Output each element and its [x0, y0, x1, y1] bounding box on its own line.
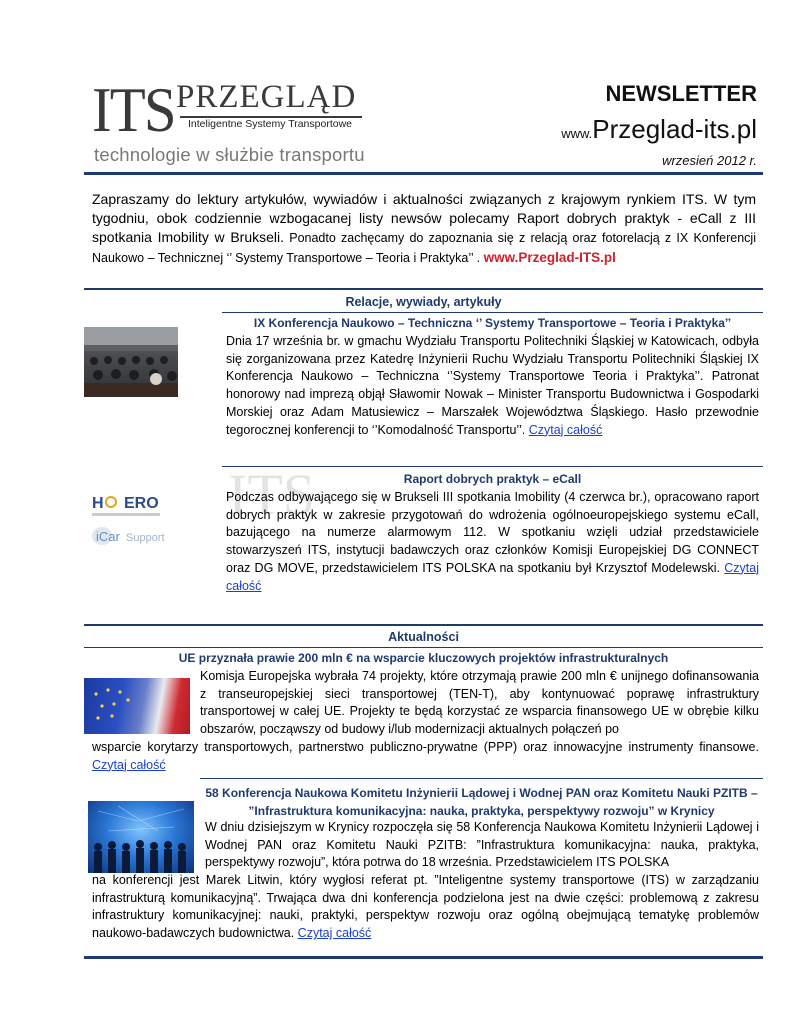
article-title[interactable]: IX Konferencja Naukowo – Techniczna ‘’ Systemy Transportowe – Teoria i Praktyka’’ [253, 316, 732, 330]
article-body [226, 333, 759, 439]
site-domain: Przeglad-its.pl [592, 114, 757, 144]
svg-text:Support: Support [126, 532, 165, 544]
intro-site-link[interactable]: www.Przeglad-ITS.pl [483, 250, 616, 265]
svg-text:iCar: iCar [96, 529, 120, 544]
issue-date: wrzesień 2012 r. [662, 153, 757, 168]
read-more-link[interactable]: Czytaj całość [297, 926, 372, 941]
intro-paragraph [92, 190, 756, 268]
site-prefix: www. [561, 126, 593, 141]
logo-tagline: technologie w służbie transportu [94, 144, 365, 165]
article-body [92, 739, 759, 774]
article-body-wrap: W dniu dzisiejszym w Krynicy rozpoczęła się 58 Konferencja Naukowa Komitetu Inżynierii Lądowej i Wodnej PAN oraz Komitetu Nauki PZITB: ”Infrastruktura komunikacyjna: nauka, praktyka, perspektywy rozwoju”, która potrwa do 18 września. Przedstawicielem ITS POLSKA [205, 820, 759, 870]
article-body-wrap: Komisja Europejska wybrała 74 projekty, które otrzymają prawie 200 mln € unijnego dofinansowania z transeuropejskiej sieci transportowej (TEN-T), aby kontynuować poprawę infrastruktury transportowej w całej UE. Projekty te będą korzystać ze wsparcia finansowego UE w obrębie kilku obszarów, począwszy od budowy i/lub modernizacji aktualnych połączeń po [200, 669, 759, 737]
logo-subtitle: Inteligentne Systemy Transportowe [188, 118, 353, 130]
newsletter-title: NEWSLETTER [605, 81, 757, 106]
section2-divider [84, 624, 763, 626]
read-more-link[interactable]: Czytaj całość [226, 560, 759, 593]
conference-photo [84, 327, 178, 397]
site-name[interactable] [561, 114, 757, 145]
section2-title: Aktualności [388, 630, 459, 644]
article-body [92, 872, 759, 943]
logo-its-text: ITS [92, 74, 175, 145]
intro-text: Zapraszamy do lektury artykułów, wywiadów i aktualności związanych z krajowym rynkiem ITS. W tym tygodniu, obok codziennie wzbogacanej listy newsów polecamy Raport dobrych praktyk - eCall z III spotkania Imobility w Brukseli. [92, 191, 756, 245]
section2-subdivider [84, 647, 763, 648]
article-body [226, 489, 759, 595]
article-title[interactable]: Raport dobrych praktyk – eCall [403, 472, 582, 486]
section1-subdivider [222, 312, 763, 313]
section1-divider [84, 288, 763, 290]
footer-divider [84, 956, 763, 959]
read-more-link[interactable]: Czytaj całość [92, 757, 166, 772]
heero-icar-logos [90, 486, 190, 552]
article-text: Podczas odbywającego się w Brukseli III spotkania Imobility (4 czerwca br.), opracowano raport dobrych praktyk w zakresie przygotowań do wdrożenia ogólnoeuropejskiego systemu eCall, bazującego na numerze alarmowym 112. W spotkaniu wzięli udział przedstawiciele stowarzyszeń ITS, instytucji badawczych oraz członków Komisji Europejskiej DG CONNECT oraz DG MOVE, przedstawicielem ITS POLSKA na spotkaniu był Krzysztof Modelewski. [226, 490, 759, 575]
network-people-photo [88, 801, 194, 873]
header-divider [84, 172, 763, 175]
article-title[interactable]: UE przyznała prawie 200 mln € na wsparcie kluczowych projektów infrastrukturalnych [178, 651, 669, 665]
its-logo [92, 74, 372, 170]
article-text: Dnia 17 września br. w gmachu Wydziału Transportu Politechniki Śląskiej w Katowicach, odbyła się zorganizowana przez Katedrę Inżynierii Ruchu Wydziału Transportu Politechniki Śląskiej IX Konferencja Naukowo – Techniczna ‘’Systemy Transportowe Teoria i Praktyka’’. Patronat honorowy nad imprezą objął Sławomir Nowak – Minister Transportu Budownictwa i Gospodarki Morskiej oraz Adam Matusiewicz – Marszałek Województwa Śląskiego. Hasło przewodnie tegorocznej konferencji to ‘’Komodalność Transportu’’. [226, 334, 759, 437]
article-divider [200, 778, 763, 779]
eu-flag-photo [84, 678, 190, 734]
article-title[interactable]: 58 Konferencja Naukowa Komitetu Inżynierii Lądowej i Wodnej PAN oraz Komitetu Nauki PZITB – ”Infrastruktura komunikacyjna: nauka, praktyka, perspektywy rozwoju” w Krynicy [205, 786, 758, 818]
svg-text:ERO: ERO [124, 495, 159, 512]
article-text: wsparcie korytarzy transportowych, partnerstwo publiczno-prywatne (PPP) oraz innowacyjne instrumenty finansowe. [92, 740, 759, 754]
svg-text:H: H [92, 495, 104, 512]
its-watermark: ITS [228, 462, 315, 527]
article-text: na konferencji jest Marek Litwin, który wygłosi referat pt. ”Inteligentne systemy transportowe (ITS) w zarządzaniu infrastrukturą komunikacyjną”. Trwająca dwa dni konferencja podzielona jest na dwie części: problemową z zakresu infrastruktury komunikacyjnej: nauki, praktyki, perspektyw rozwoju oraz ogólną obejmującą tematykę problemów naukowo-badawczych budownictwa. [92, 873, 759, 941]
section1-title: Relacje, wywiady, artykuły [345, 295, 502, 309]
logo-przeglad-text: PRZEGLĄD [176, 79, 357, 115]
read-more-link[interactable]: Czytaj całość [528, 422, 603, 437]
intro-text-2: Ponadto zachęcamy do zapoznania się z relacją oraz fotorelacją z IX Konferencji Naukowo – Technicznej ‘’ Systemy Transportowe – Teoria i Praktyka’’ . [92, 231, 756, 265]
